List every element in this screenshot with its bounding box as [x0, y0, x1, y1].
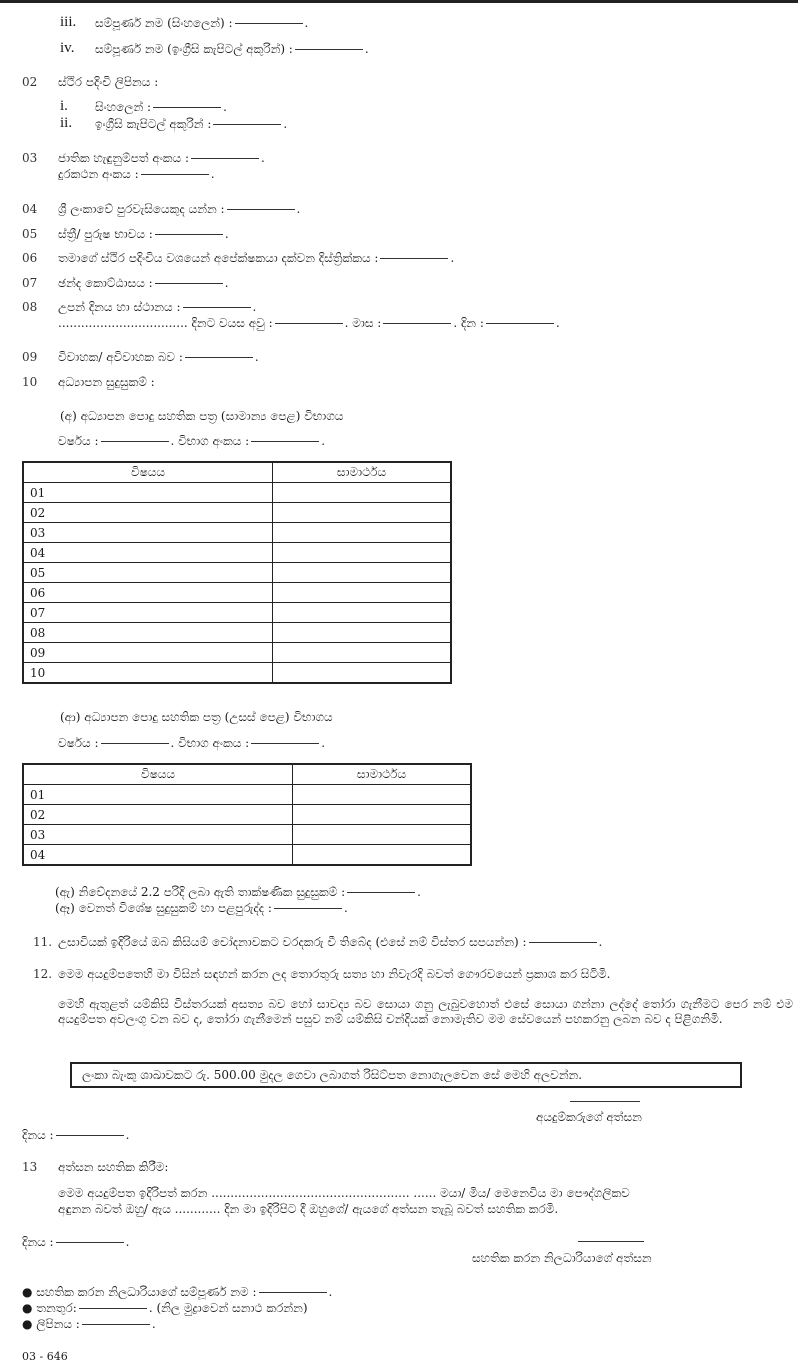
declaration-paragraph: මෙහි ඇතුළත් යම්කිසි විස්තරයක් අසත්‍ය බව හෝ සාවද්‍ය බව සොයා ගනු ලැබුවහොත් එසේ සොයා ගන්නා ලද්දේ තෝරා ගැනීමට පෙර නම් එම අයදුම්පත අවලංගු වන බව ද, තෝරා ගැනීමෙන් පසුව නම් යම්කිසි චන්දියක් නොමැතිව මම සේවයෙන් පහකරනු ලබන බව ද පිළිගනිමි. [58, 997, 793, 1026]
ol-year-field[interactable] [101, 441, 169, 442]
officer-name-field[interactable] [259, 1292, 327, 1293]
nic-label: ජාතික හැඳුනුම්පත් අංකය : . [58, 151, 265, 165]
nic-field[interactable] [191, 158, 259, 159]
ol-row-number: 06 [23, 583, 273, 603]
court-conviction-field[interactable] [529, 942, 597, 943]
address-sinhala-field[interactable] [153, 107, 221, 108]
district-label: තමාගේ ස්ථිර පදිංචිය වශයෙන් අපේක්ෂකයා දක්වන දිස්ත්‍රික්කය : . [58, 251, 455, 265]
other-qualifications-field[interactable] [274, 908, 342, 909]
table-row [23, 805, 471, 825]
certification-line-1: මෙම අයදුම්පත ඉදිරිපත් කරන .................................................... ...... මයා/ මිය/ මෙනෙවිය මා පෞද්ගලිකව [58, 1186, 630, 1200]
permanent-address-label: ස්ථිර පදිංචි ලිපිනය : [58, 75, 159, 89]
ol-row-number: 03 [23, 523, 273, 543]
al-grade-cell[interactable] [293, 825, 472, 845]
ol-grade-cell[interactable] [273, 583, 452, 603]
ol-grade-cell[interactable] [273, 483, 452, 503]
item-02-number: 02 [22, 75, 38, 89]
ol-row-number: 08 [23, 623, 273, 643]
birth-date-place-field[interactable] [183, 307, 251, 308]
date-2-label: දිනය : . [22, 1235, 130, 1249]
item-09-number: 09 [22, 350, 38, 364]
ol-grade-cell[interactable] [273, 563, 452, 583]
al-row-number: 04 [23, 845, 293, 866]
table-row [23, 543, 451, 563]
ol-index-field[interactable] [251, 441, 319, 442]
table-row [23, 623, 451, 643]
marital-status-label: විවාහක/ අවිවාහක බව : . [58, 350, 259, 364]
page-footer-code: 03 - 646 [22, 1350, 68, 1363]
ol-grade-cell[interactable] [273, 643, 452, 663]
ol-grade-cell[interactable] [273, 623, 452, 643]
date-1-label: දිනය : . [22, 1128, 130, 1142]
ol-row-number: 10 [23, 663, 273, 684]
ol-row-number: 01 [23, 483, 273, 503]
officer-address-bullet: ● ලිපිනය : . [22, 1317, 156, 1331]
item-11-number: 11. [33, 935, 53, 949]
ol-results-table [22, 461, 452, 684]
item-02-ii-number: ii. [60, 115, 73, 131]
full-name-sinhala-field[interactable] [235, 23, 303, 24]
phone-label: දුරකථන අංකය : . [58, 167, 215, 181]
table-row [23, 825, 471, 845]
marital-status-field[interactable] [185, 357, 253, 358]
full-name-english-label: සම්පූර්ණ නම (ඉංග්‍රීසි කැපිටල් අකුරින්) : . [95, 42, 369, 56]
table-row [23, 785, 471, 805]
address-english-field[interactable] [213, 124, 281, 125]
ol-row-number: 04 [23, 543, 273, 563]
item-12-number: 12. [33, 967, 53, 981]
date-2-field[interactable] [56, 1242, 124, 1243]
date-1-field[interactable] [56, 1135, 124, 1136]
technical-qualifications-label: (ඇ) නිවේදනයේ 2.2 පරිදි ලබා ඇති තාක්ෂණික සුදුසුකම් : . [55, 885, 421, 899]
al-results-table [22, 763, 472, 866]
top-rule [0, 0, 798, 3]
ol-row-number: 09 [23, 643, 273, 663]
full-name-sinhala-label: සම්පූර්ණ නම (සිංහලෙන්) : . [95, 16, 309, 30]
other-qualifications-label: (ඈ) වෙනත් විශේෂ සුදුසුකම් හා පළපුරුද්ද : . [55, 901, 348, 915]
court-conviction-label: උසාවියක් ඉදිරියේ ඔබ කිසියම් චෝදනාවකට වරදකරු වී තිබේද (එසේ නම් විස්තර සපයන්න) : . [58, 935, 603, 949]
item-03-number: 03 [22, 151, 38, 165]
al-exam-heading: (ආ) අධ්‍යාපන පොදු සහතික පත්‍ර (උසස් පෙළ) විභාගය [60, 710, 333, 724]
al-grade-cell[interactable] [293, 805, 472, 825]
age-months-field[interactable] [383, 323, 451, 324]
table-row [23, 603, 451, 623]
applicant-signature-label: අයදුම්කරුගේ අත්සන [536, 1110, 642, 1124]
officer-designation-field[interactable] [79, 1308, 147, 1309]
address-english-label: ඉංග්‍රීසි කැපිටල් අකුරින් : . [95, 117, 288, 131]
citizenship-field[interactable] [227, 209, 295, 210]
al-year-field[interactable] [101, 743, 169, 744]
ol-grade-cell[interactable] [273, 663, 452, 684]
address-sinhala-label: සිංහලෙන් : . [95, 100, 227, 114]
item-07-number: 07 [22, 276, 38, 290]
ol-subject-header: විෂයය [23, 462, 273, 483]
ol-grade-cell[interactable] [273, 503, 452, 523]
item-04-number: 04 [22, 202, 38, 216]
ol-grade-cell[interactable] [273, 603, 452, 623]
date-dots-field: .................................. [58, 316, 188, 330]
applicant-signature-line[interactable] [570, 1101, 640, 1102]
certification-line-2: අඳුනන බවත් ඔහු/ ඇය ............ දින මා ඉදිරිපිට දී ඔහුගේ/ ඇයගේ අත්සන තැබූ බවත් සහතික කරමි. [58, 1202, 559, 1216]
gender-field[interactable] [155, 234, 223, 235]
al-index-field[interactable] [251, 743, 319, 744]
officer-designation-bullet: ● තනතුර: . (නිල මුද්‍රාවෙන් සනාථ කරන්න) [22, 1301, 308, 1315]
receipt-note-box: ලංකා බැංකු ශාඛාවකට රු. 500.00 මුදල ගෙවා ලබාගත් රිසිට්පත නොගැලවෙන සේ මෙහි අලවන්න. [70, 1062, 742, 1088]
age-years-field[interactable] [275, 323, 343, 324]
education-label: අධ්‍යාපන සුදුසුකම් : [58, 375, 155, 389]
birth-date-place-label: උපන් දිනය හා ස්ථානය : . [58, 300, 257, 314]
al-grade-cell[interactable] [293, 845, 472, 866]
item-08-number: 08 [22, 300, 38, 314]
full-name-english-field[interactable] [295, 49, 363, 50]
gender-label: ස්ත්‍රී/ පුරුෂ භාවය : . [58, 227, 229, 241]
item-06-number: 06 [22, 251, 38, 265]
table-row [23, 483, 451, 503]
al-grade-header: සාමාර්ථය [293, 764, 472, 785]
age-line: .................................. දිනට වයස අවු : . මාස : . දින : . [58, 316, 560, 330]
item-02-i-number: i. [60, 98, 68, 114]
table-row [23, 845, 471, 866]
ol-row-number: 02 [23, 503, 273, 523]
ol-year-index-line: වර්ෂය : . විභාග අංකය : . [58, 434, 326, 448]
al-row-number: 01 [23, 785, 293, 805]
table-row [23, 523, 451, 543]
al-year-index-line: වර්ෂය : . විභාග අංකය : . [58, 736, 326, 750]
al-subject-header: විෂයය [23, 764, 293, 785]
district-field[interactable] [380, 258, 448, 259]
ol-row-number: 07 [23, 603, 273, 623]
item-iv-number: iv. [60, 40, 75, 56]
table-row [23, 663, 451, 684]
signature-certification-heading: අත්සන සහතික කිරීම: [58, 1160, 169, 1174]
age-days-field[interactable] [486, 323, 554, 324]
officer-signature-label: සහතික කරන නිලධාරියාගේ අත්සන [472, 1251, 652, 1265]
ol-row-number: 05 [23, 563, 273, 583]
table-row [23, 643, 451, 663]
officer-signature-line[interactable] [578, 1241, 644, 1242]
technical-qualifications-field[interactable] [347, 892, 415, 893]
citizenship-label: ශ්‍රී ලංකාවේ පුරවැසියෙකුද යන්න : . [58, 202, 301, 216]
item-05-number: 05 [22, 227, 38, 241]
ol-grade-cell[interactable] [273, 523, 452, 543]
electorate-label: ඡන්ද කොට්ඨාසය : . [58, 276, 229, 290]
ol-grade-cell[interactable] [273, 543, 452, 563]
table-row [23, 503, 451, 523]
item-13-number: 13 [22, 1160, 38, 1174]
table-row [23, 583, 451, 603]
ol-grade-header: සාමාර්ථය [273, 462, 452, 483]
ol-exam-heading: (අ) අධ්‍යාපන පොදු සහතික පත්‍ර (සාමාන්‍ය පෙළ) විභාගය [60, 409, 344, 423]
declaration-text: මෙම අයදුම්පතෙහි මා විසින් සඳහන් කරන ලද තොරතුරු සත්‍ය හා නිවැරදි බවත් ගෞරවයෙන් ප්‍රකාශ කර සිටිමි. [58, 967, 611, 981]
officer-address-field[interactable] [82, 1324, 150, 1325]
al-row-number: 02 [23, 805, 293, 825]
item-10-number: 10 [22, 375, 38, 389]
al-grade-cell[interactable] [293, 785, 472, 805]
officer-name-bullet: ● සහතික කරන නිලධාරියාගේ සම්පූර්ණ නම : . [22, 1285, 333, 1299]
item-iii-number: iii. [60, 14, 77, 30]
table-row [23, 563, 451, 583]
al-row-number: 03 [23, 825, 293, 845]
phone-field[interactable] [141, 174, 209, 175]
electorate-field[interactable] [155, 283, 223, 284]
